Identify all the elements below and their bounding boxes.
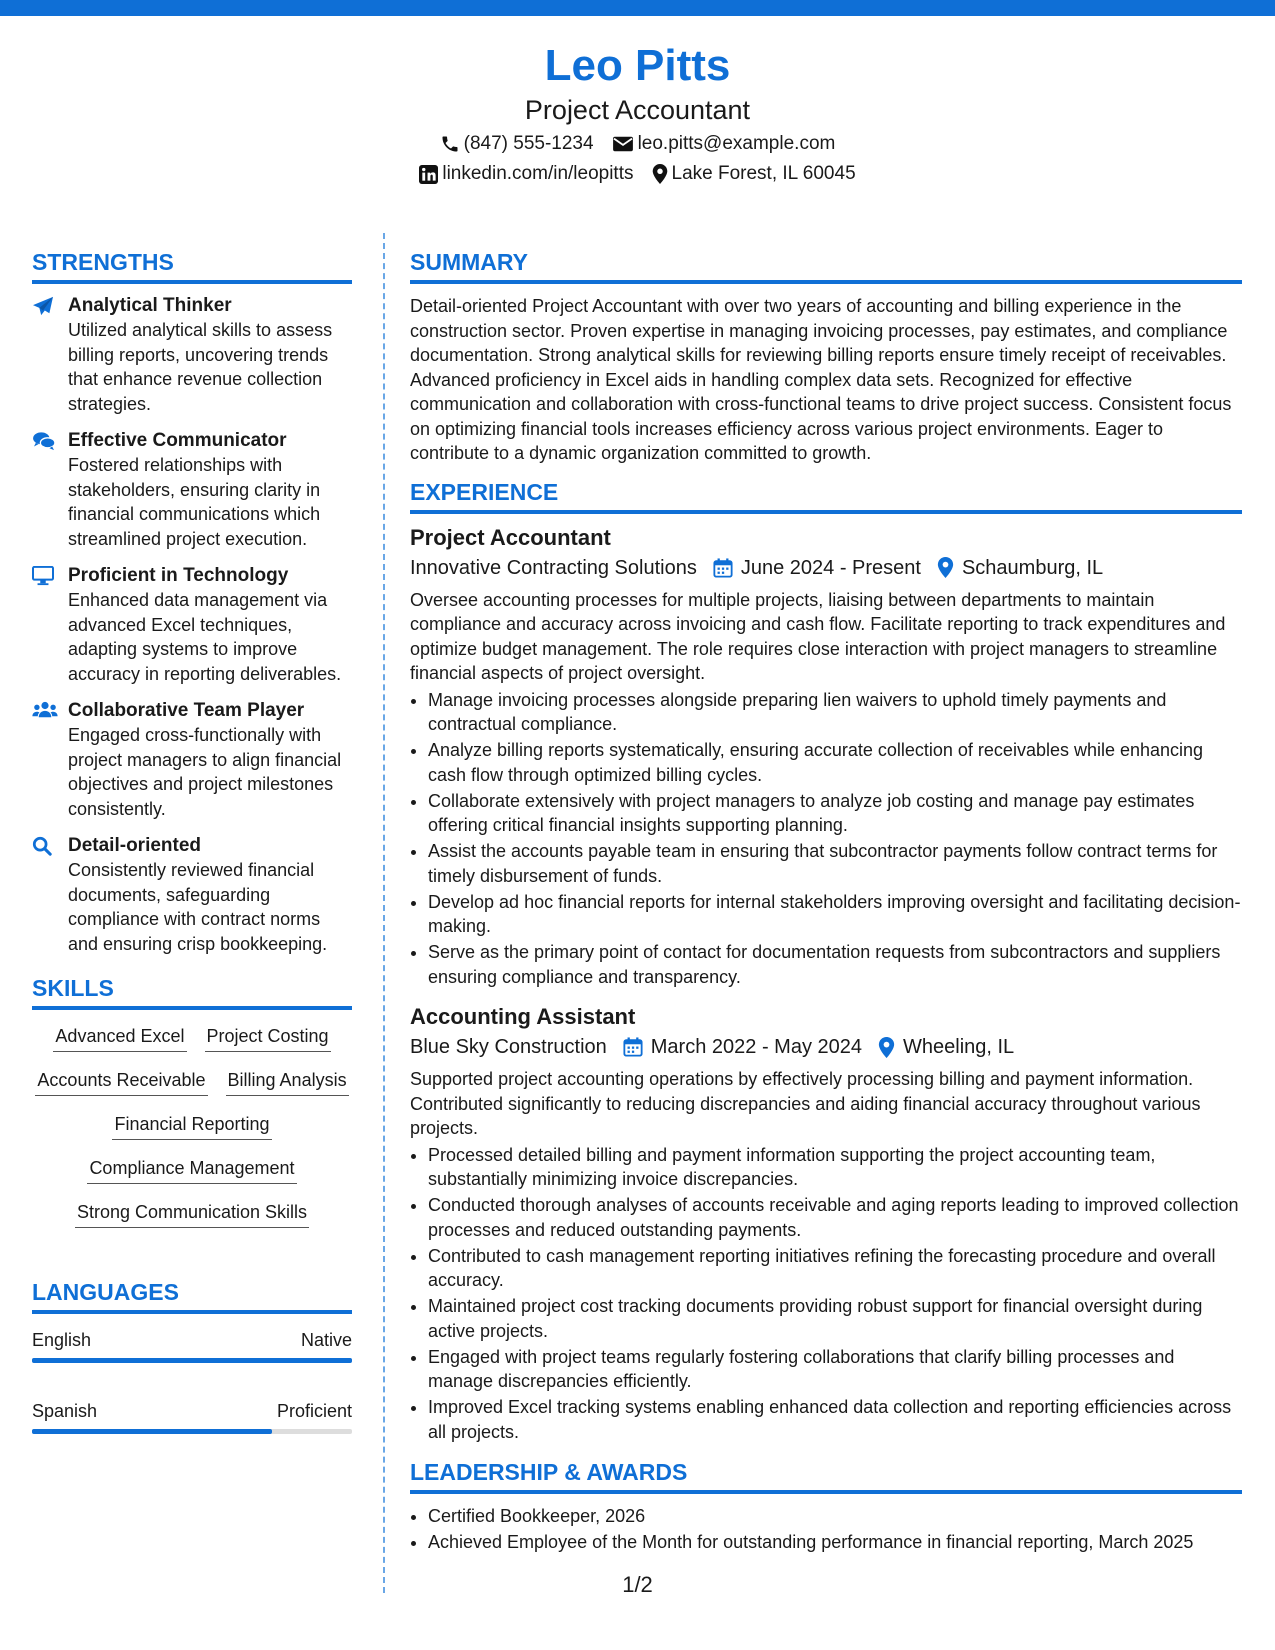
job-meta: [410, 1033, 1242, 1061]
awards-list: [410, 1504, 1242, 1555]
strength-desc: Utilized analytical skills to assess billing reports, uncovering trends that enhance revenue collection strategies.: [68, 320, 333, 414]
language-item: [32, 1328, 352, 1363]
phone-icon: [440, 134, 460, 154]
strength-desc: Consistently reviewed financial documents, safeguarding compliance with contract norms and ensuring crisp bookkeeping.: [68, 860, 328, 954]
job-bullet: • Serve as the primary point of contact for documentation requests from subcontractors and suppliers ensuring compliance and transparency.: [428, 940, 1242, 989]
award-item: • Achieved Employee of the Month for outstanding performance in financial reporting, March 2025: [428, 1530, 1242, 1555]
strength-item: [32, 429, 352, 551]
map-pin-icon: [937, 557, 954, 578]
job-company: Blue Sky Construction: [410, 1036, 607, 1058]
phone-item: [440, 132, 594, 156]
job-bullet: • Manage invoicing processes alongside preparing lien waivers to uphold timely payments and contractual compliance.: [428, 688, 1242, 737]
skill-tag: Strong Communication Skills: [75, 1200, 309, 1228]
chat-bubbles-icon: [32, 429, 56, 551]
job-bullet: • Improved Excel tracking systems enabling enhanced data collection and reporting efficiencies across all projects.: [428, 1395, 1242, 1444]
strength-desc: Engaged cross-functionally with project managers to align financial objectives and project milestones consistently.: [68, 725, 342, 819]
skill-tag: Compliance Management: [87, 1156, 296, 1184]
language-row: [32, 1328, 352, 1352]
skill-tag: Billing Analysis: [226, 1068, 349, 1096]
language-item: [32, 1399, 352, 1434]
strength-title: Proficient in Technology: [68, 565, 289, 586]
location-text: Lake Forest, IL 60045: [671, 163, 856, 184]
job-bullet: • Contributed to cash management reporting initiatives refining the forecasting procedure and overall accuracy.: [428, 1244, 1242, 1293]
strength-title: Effective Communicator: [68, 430, 287, 451]
map-pin-icon: [878, 1037, 895, 1058]
job-bullet: • Maintained project cost tracking documents providing robust support for financial oversight during active projects.: [428, 1294, 1242, 1343]
candidate-name: Leo Pitts: [544, 41, 731, 90]
strength-body: [68, 699, 352, 821]
job-title: Accounting Assistant: [410, 1004, 636, 1029]
strength-item: [32, 564, 352, 686]
candidate-title: Project Accountant: [524, 95, 751, 125]
strength-body: [68, 294, 352, 416]
calendar-icon: [713, 558, 733, 578]
linkedin-text: linkedin.com/in/leopitts: [442, 163, 634, 184]
job-entry: [410, 1003, 1242, 1444]
job-entry: [410, 524, 1242, 990]
languages-list: [32, 1328, 352, 1434]
award-item: • Certified Bookkeeper, 2026: [428, 1504, 1242, 1529]
job-bullet: • Collaborate extensively with project managers to analyze job costing and manage pay estimates offering critical financial insights supporting planning.: [428, 789, 1242, 838]
job-bullet: • Develop ad hoc financial reports for internal stakeholders improving oversight and facilitating decision-making.: [428, 890, 1242, 939]
strength-title: Detail-oriented: [68, 835, 202, 856]
monitor-icon: [32, 564, 56, 686]
strength-desc: Fostered relationships with stakeholders, ensuring clarity in financial communications which streamlined project execution.: [68, 455, 321, 549]
strength-item: [32, 834, 352, 956]
skills-heading: SKILLS: [32, 974, 352, 1010]
strength-body: [68, 834, 352, 956]
job-title: Project Accountant: [410, 524, 611, 550]
contact-row-2: [0, 162, 1275, 186]
calendar-icon: [623, 1037, 643, 1057]
job-bullet: • Analyze billing reports systematically, ensuring accurate collection of receivables while enhancing cash flow through optimized billing cycles.: [428, 738, 1242, 787]
skill-tag: Financial Reporting: [112, 1112, 271, 1140]
skill-tag: Advanced Excel: [53, 1024, 186, 1052]
strengths-list: [32, 294, 352, 956]
strength-desc: Enhanced data management via advanced Excel techniques, adapting systems to improve accuracy in reporting deliverables.: [68, 590, 342, 684]
strength-body: [68, 429, 352, 551]
language-level-fill: [32, 1429, 272, 1434]
skills-list: [32, 1024, 352, 1228]
phone-text: (847) 555-1234: [463, 133, 594, 154]
map-pin-icon: [652, 164, 668, 184]
skill-tag: Project Costing: [205, 1024, 331, 1052]
strength-body: [68, 564, 352, 686]
linkedin-icon: [419, 165, 438, 184]
strength-title: Collaborative Team Player: [68, 700, 305, 721]
language-level: Proficient: [276, 1401, 352, 1421]
summary-text: Detail-oriented Project Accountant with over two years of accounting and billing experience in the construction sector. Proven expertise in managing invoicing processes, pay estimates, and compliance documentation. Strong analytical skills for reviewing billing reports ensure timely receipt of receivables. Advanced proficiency in Excel aids in handling complex data sets. Recognized for effective communication and collaboration with cross-functional teams to drive project success. Consistent focus on optimizing financial tools increases efficiency across various project environments. Eager to contribute to a dynamic organization committed to growth.: [410, 296, 1232, 463]
job-bullet: • Processed detailed billing and payment information supporting the project accounting team, substantially minimizing invoice discrepancies.: [428, 1143, 1242, 1192]
language-row: [32, 1399, 352, 1423]
job-meta: [410, 554, 1242, 582]
skill-tag: Accounts Receivable: [35, 1068, 207, 1096]
job-bullets: [410, 688, 1242, 990]
linkedin-item[interactable]: [419, 162, 633, 186]
job-dates: June 2024 - Present: [740, 556, 921, 579]
language-name: Spanish: [32, 1401, 98, 1421]
experience-heading: EXPERIENCE: [410, 478, 1242, 514]
language-level-fill: [32, 1358, 352, 1363]
awards-heading: LEADERSHIP & AWARDS: [410, 1458, 1242, 1494]
envelope-icon: [612, 135, 634, 153]
job-bullet: • Conducted thorough analyses of accounts receivable and aging reports leading to improved collection processes and reduced outstanding payments.: [428, 1193, 1242, 1242]
right-column: [410, 248, 1242, 1556]
location-item: [652, 162, 856, 186]
job-company: Innovative Contracting Solutions: [410, 556, 697, 579]
paper-plane-icon: [32, 294, 56, 416]
email-text: leo.pitts@example.com: [637, 133, 836, 154]
job-bullet: • Assist the accounts payable team in ensuring that subcontractor payments follow contract terms for timely disbursement of funds.: [428, 839, 1242, 888]
contact-row-1: [0, 132, 1275, 156]
job-description: Supported project accounting operations by effectively processing billing and payment information. Contributed significantly to reducing discrepancies and aiding financial accuracy throughout various projects.: [410, 1069, 1201, 1138]
language-level-bar: [32, 1429, 352, 1434]
page-number: 1/2: [622, 1572, 653, 1597]
experience-list: [410, 524, 1242, 1445]
job-bullets: [410, 1143, 1242, 1445]
job-bullet: • Engaged with project teams regularly fostering collaborations that clarify billing processes and manage discrepancies efficiently.: [428, 1345, 1242, 1394]
job-description: Oversee accounting processes for multiple projects, liaising between departments to maintain compliance and accuracy across invoicing and cash flow. Facilitate reporting to track expenditures and optimize budget management. The role requires close interaction with project managers to streamline financial aspects of project oversight.: [410, 589, 1226, 683]
email-item[interactable]: [612, 132, 836, 156]
language-level: Native: [300, 1330, 352, 1350]
top-accent-bar: [0, 0, 1275, 16]
job-dates: March 2022 - May 2024: [650, 1036, 862, 1058]
left-column: [32, 248, 352, 1470]
strength-item: [32, 294, 352, 416]
users-icon: [32, 699, 56, 821]
strengths-heading: STRENGTHS: [32, 248, 352, 284]
resume-header: [0, 40, 1275, 186]
job-location: Schaumburg, IL: [961, 556, 1104, 579]
languages-heading: LANGUAGES: [32, 1278, 352, 1314]
language-name: English: [32, 1330, 92, 1350]
summary-heading: SUMMARY: [410, 248, 1242, 284]
job-location: Wheeling, IL: [903, 1036, 1015, 1058]
strength-item: [32, 699, 352, 821]
language-level-bar: [32, 1358, 352, 1363]
strength-title: Analytical Thinker: [68, 295, 232, 316]
magnifier-icon: [32, 834, 56, 956]
column-divider: [383, 233, 385, 1593]
